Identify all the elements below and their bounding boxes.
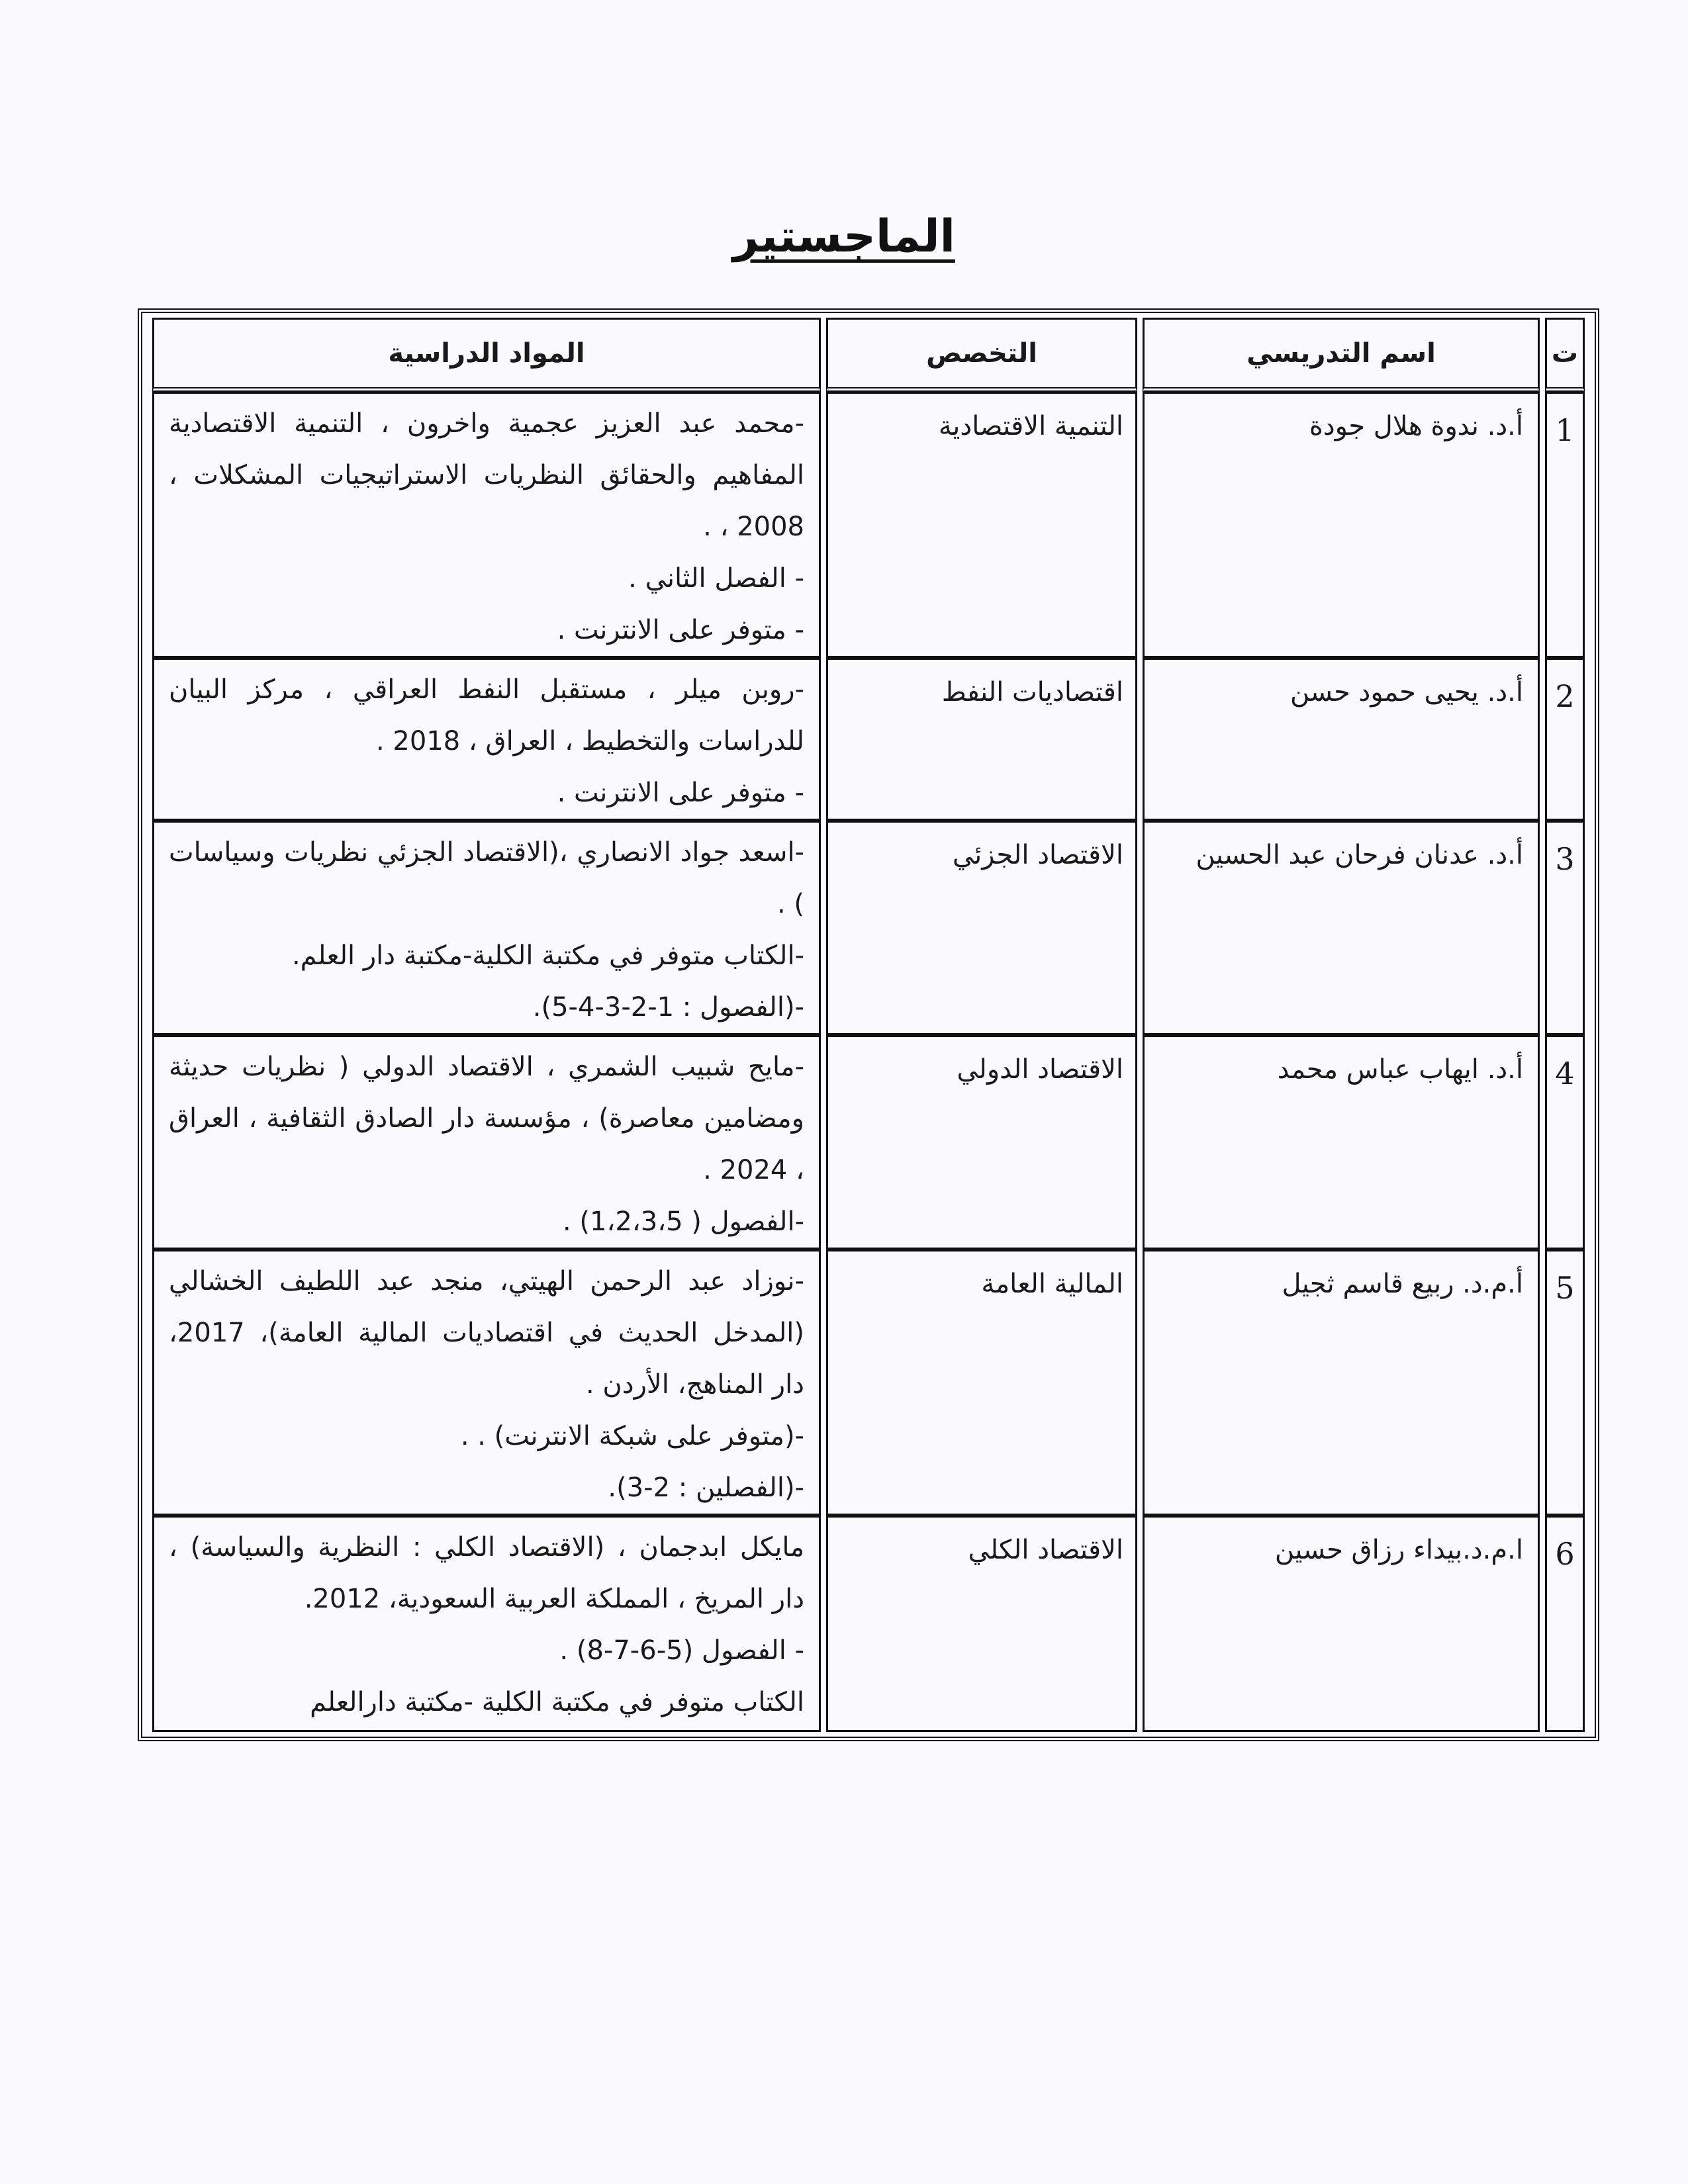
materials-cell	[152, 1035, 821, 1250]
material-line: - متوفر على الانترنت .	[557, 778, 804, 808]
materials-cell	[152, 1250, 821, 1516]
instructor-name: أ.د. ايهاب عباس محمد	[1143, 1035, 1540, 1250]
specialty: التنمية الاقتصادية	[826, 392, 1137, 658]
header-specialty: التخصص	[826, 318, 1137, 392]
material-line: -محمد عبد العزيز عجمية واخرون ، التنمية الاقتصادية المفاهيم والحقائق النظريات الاستراتيجيات المشكلات ، 2008 ، .	[169, 408, 804, 542]
table-row	[152, 821, 1585, 1035]
row-num: 2	[1545, 658, 1585, 821]
material-line: -الكتاب متوفر في مكتبة الكلية-مكتبة دار العلم.	[291, 940, 804, 971]
instructor-name: أ.د. عدنان فرحان عبد الحسين	[1143, 821, 1540, 1035]
material-line: الكتاب متوفر في مكتبة الكلية -مكتبة دارالعلم	[310, 1687, 804, 1717]
material-line: - متوفر على الانترنت .	[557, 615, 804, 645]
material-line: -روبن ميلر ، مستقبل النفط العراقي ، مركز البيان للدراسات والتخطيط ، العراق ، 2018 .	[169, 674, 804, 756]
page-title: الماجستير	[733, 210, 955, 263]
specialty: الاقتصاد الجزئي	[826, 821, 1137, 1035]
table-row	[152, 392, 1585, 658]
material-line: -(الفصلين : 2-3).	[608, 1473, 804, 1503]
instructor-name: أ.د. يحيى حمود حسن	[1143, 658, 1540, 821]
specialty: المالية العامة	[826, 1250, 1137, 1516]
table-row	[152, 1035, 1585, 1250]
header-name: اسم التدريسي	[1143, 318, 1540, 392]
staff-table	[147, 318, 1590, 1732]
material-line: مايكل ابدجمان ، (الاقتصاد الكلي : النظرية والسياسة) ، دار المريخ ، المملكة العربية السعودية، 2012.	[169, 1532, 804, 1614]
row-num: 6	[1545, 1516, 1585, 1732]
table-header-row	[152, 318, 1585, 392]
specialty: اقتصاديات النفط	[826, 658, 1137, 821]
material-line: -(الفصول : 1-2-3-4-5).	[532, 992, 804, 1023]
material-line: -الفصول ( 1،2،3،5) .	[563, 1206, 804, 1237]
header-num: ت	[1545, 318, 1585, 392]
row-num: 5	[1545, 1250, 1585, 1516]
material-line: - الفصل الثاني .	[628, 563, 804, 594]
header-materials: المواد الدراسية	[152, 318, 821, 392]
material-line: - الفصول (5-6-7-8) .	[559, 1635, 804, 1666]
instructor-name: أ.د. ندوة هلال جودة	[1143, 392, 1540, 658]
row-num: 1	[1545, 392, 1585, 658]
specialty: الاقتصاد الدولي	[826, 1035, 1137, 1250]
material-line: -مايح شبيب الشمري ، الاقتصاد الدولي ( نظريات حديثة ومضامين معاصرة) ، مؤسسة دار الصادق الثقافية ، العراق ، 2024 .	[169, 1052, 804, 1185]
materials-cell	[152, 1516, 821, 1732]
instructor-name: أ.م.د. ربيع قاسم ثجيل	[1143, 1250, 1540, 1516]
material-line: -(متوفر على شبكة الانترنت) . .	[460, 1421, 804, 1451]
table-row	[152, 1516, 1585, 1732]
material-line: -اسعد جواد الانصاري ،(الاقتصاد الجزئي نظريات وسياسات ) .	[169, 837, 804, 919]
materials-cell	[152, 821, 821, 1035]
material-line: -نوزاد عبد الرحمن الهيتي، منجد عبد اللطيف الخشالي (المدخل الحديث في اقتصاديات المالية العامة)، 2017، دار المناهج، الأردن .	[169, 1266, 804, 1400]
row-num: 4	[1545, 1035, 1585, 1250]
specialty: الاقتصاد الكلي	[826, 1516, 1137, 1732]
materials-cell	[152, 392, 821, 658]
row-num: 3	[1545, 821, 1585, 1035]
table-row	[152, 1250, 1585, 1516]
instructor-name: ا.م.د.بيداء رزاق حسين	[1143, 1516, 1540, 1732]
table-row	[152, 658, 1585, 821]
materials-cell	[152, 658, 821, 821]
